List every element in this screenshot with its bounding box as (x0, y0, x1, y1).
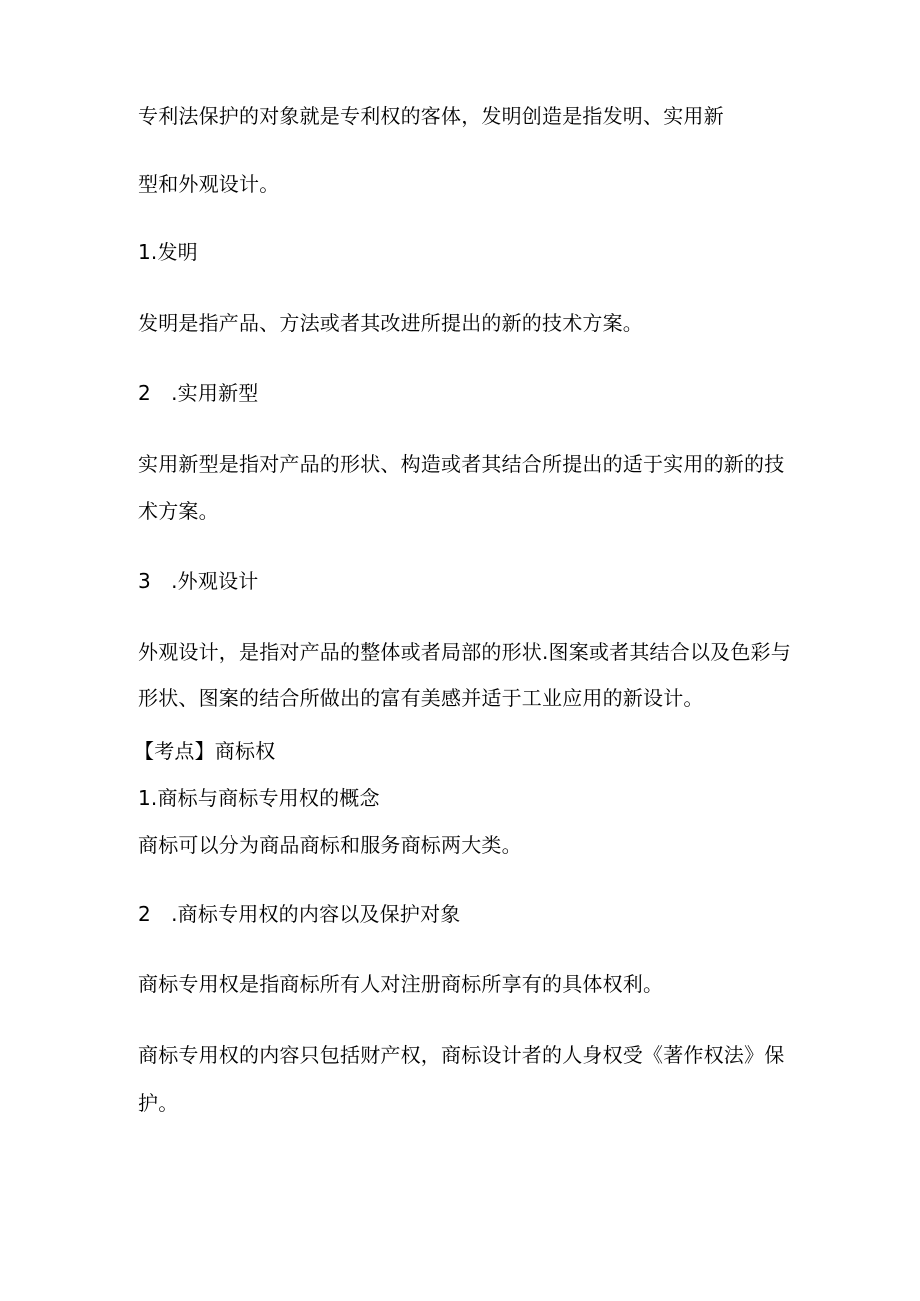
paragraph-line: 商标专用权是指商标所有人对注册商标所享有的具体权利。 (138, 972, 664, 996)
paragraph-line: 术方案。 (138, 499, 219, 523)
paragraph-line: 护。 (138, 1091, 179, 1115)
paragraph-line: 实用新型是指对产品的形状、构造或者其结合所提出的适于实用的新的技 (138, 452, 785, 476)
paragraph-line: 形状、图案的结合所做出的富有美感并适于工业应用的新设计。 (138, 686, 704, 710)
section-heading: 1.商标与商标专用权的概念 (138, 786, 380, 810)
paragraph-line: 型和外观设计。 (138, 172, 280, 196)
topic-heading: 【考点】商标权 (134, 739, 276, 763)
paragraph-line: 发明是指产品、方法或者其改进所提出的新的技术方案。 (138, 311, 643, 335)
paragraph-line: 商标专用权的内容只包括财产权，商标设计者的人身权受《著作权法》保 (138, 1043, 785, 1067)
section-heading: 3 .外观设计 (138, 569, 259, 593)
section-heading: 2 .商标专用权的内容以及保护对象 (138, 902, 461, 926)
paragraph-line: 专利法保护的对象就是专利权的客体，发明创造是指发明、实用新 (138, 104, 724, 128)
paragraph-line: 外观设计，是指对产品的整体或者局部的形状.图案或者其结合以及色彩与 (138, 640, 791, 664)
paragraph-line: 商标可以分为商品商标和服务商标两大类。 (138, 833, 522, 857)
section-heading: 2 .实用新型 (138, 381, 259, 405)
section-heading: 1.发明 (138, 240, 198, 264)
